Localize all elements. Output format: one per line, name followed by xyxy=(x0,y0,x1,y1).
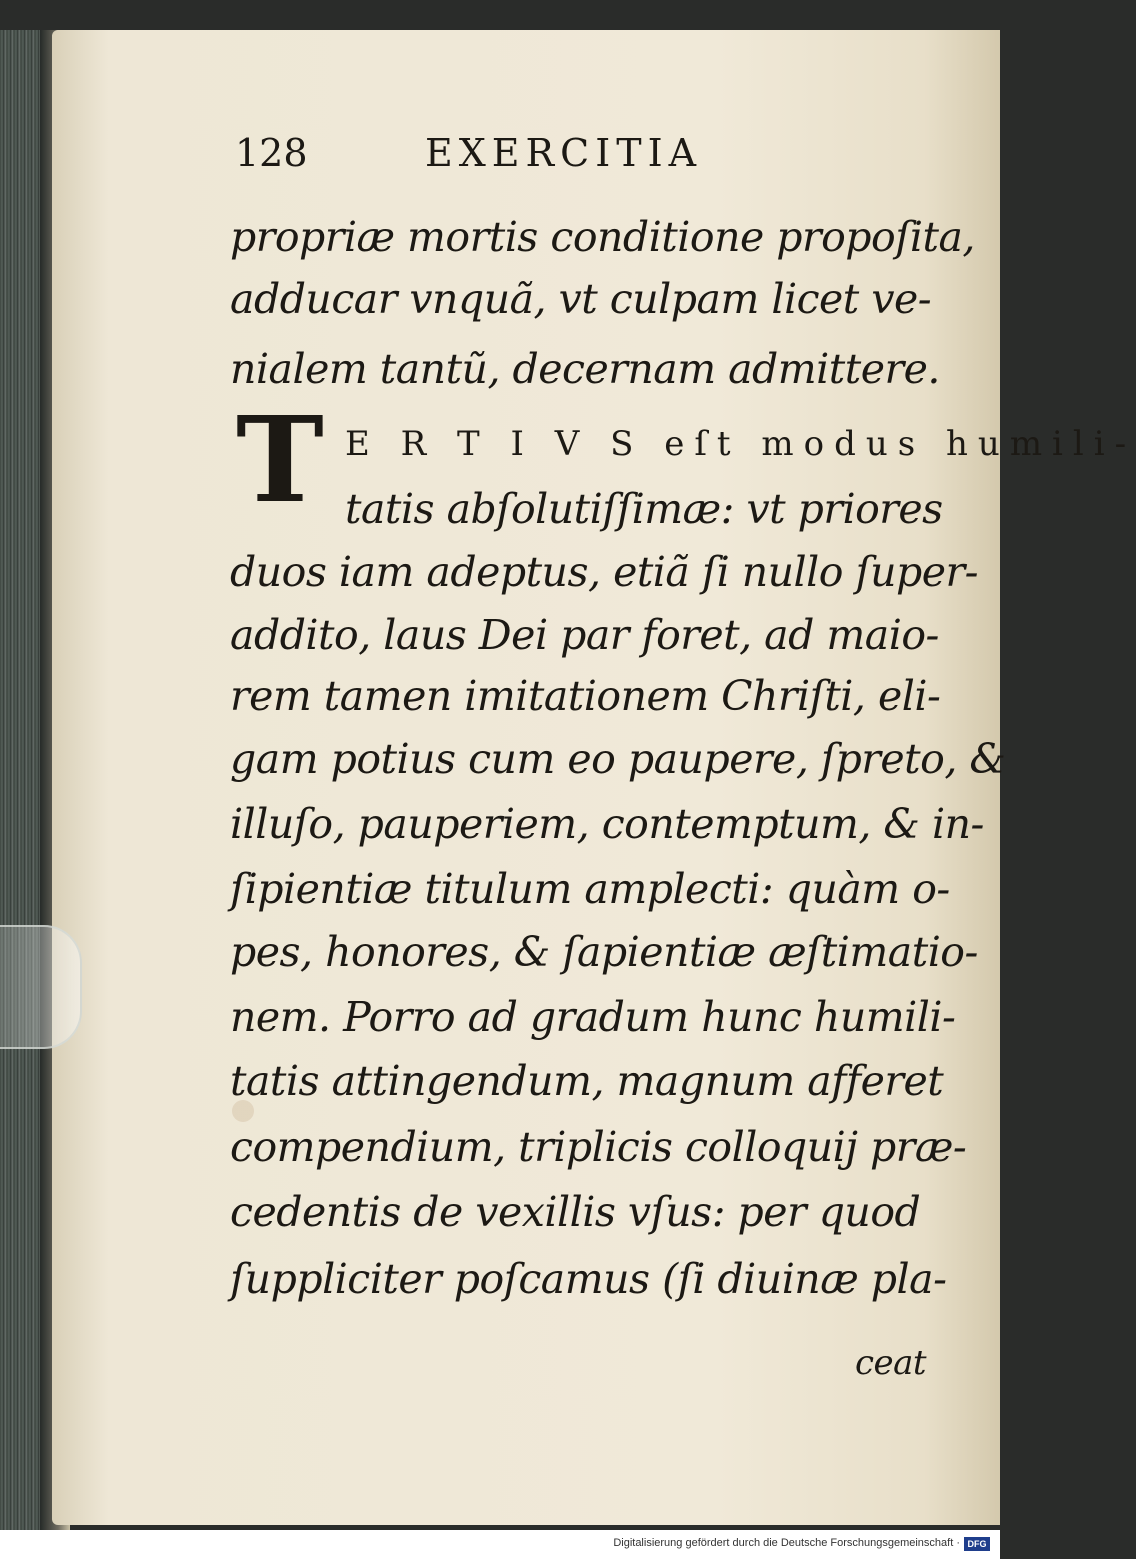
text-line xyxy=(345,412,1136,473)
page-number: 128 xyxy=(235,131,308,175)
text-line: tatis attingendum, magnum afferet xyxy=(230,1057,944,1105)
text-line: ſipientiæ titulum amplecti: quàm o- xyxy=(230,865,950,913)
text-line: pes, honores, & ſapientiæ æſtimatio- xyxy=(230,928,978,976)
text-line: nialem tantũ, decernam admittere. xyxy=(230,345,940,393)
text-line: ſuppliciter poſcamus (ſi diuinæ pla- xyxy=(230,1255,947,1303)
text-line: compendium, triplicis colloquij præ- xyxy=(230,1123,967,1171)
text-line: adducar vnquã, vt culpam licet ve- xyxy=(230,275,932,323)
text-line-start: E R T I V S eſt modus humili- xyxy=(345,424,1136,464)
text-line: propriæ mortis conditione propoſita, xyxy=(230,213,975,261)
text-line: addito, laus Dei par foret, ad maio- xyxy=(230,611,939,659)
text-line: cedentis de vexillis vſus: per quod xyxy=(230,1188,921,1236)
text-line: nem. Porro ad gradum hunc humili- xyxy=(230,993,956,1041)
text-line: duos iam adeptus, etiã ſi nullo ſuper- xyxy=(230,548,979,596)
text-line: illuſo, pauperiem, contemptum, & in- xyxy=(230,800,984,848)
text-line: gam potius cum eo paupere, ſpreto, & xyxy=(230,735,1006,783)
drop-cap: T xyxy=(236,390,324,529)
text-line: rem tamen imitationem Chriſti, eli- xyxy=(230,672,941,720)
dfg-logo: DFG xyxy=(964,1537,990,1551)
digitization-credit: Digitalisierung gefördert durch die Deutsche Forschungsgemeinschaft · xyxy=(613,1537,960,1549)
running-title: EXERCITIA xyxy=(425,131,703,175)
page-clip xyxy=(0,925,82,1049)
catchword: ceat xyxy=(855,1343,927,1383)
text-line: tatis abſolutiſſimæ: vt priores xyxy=(345,485,943,533)
